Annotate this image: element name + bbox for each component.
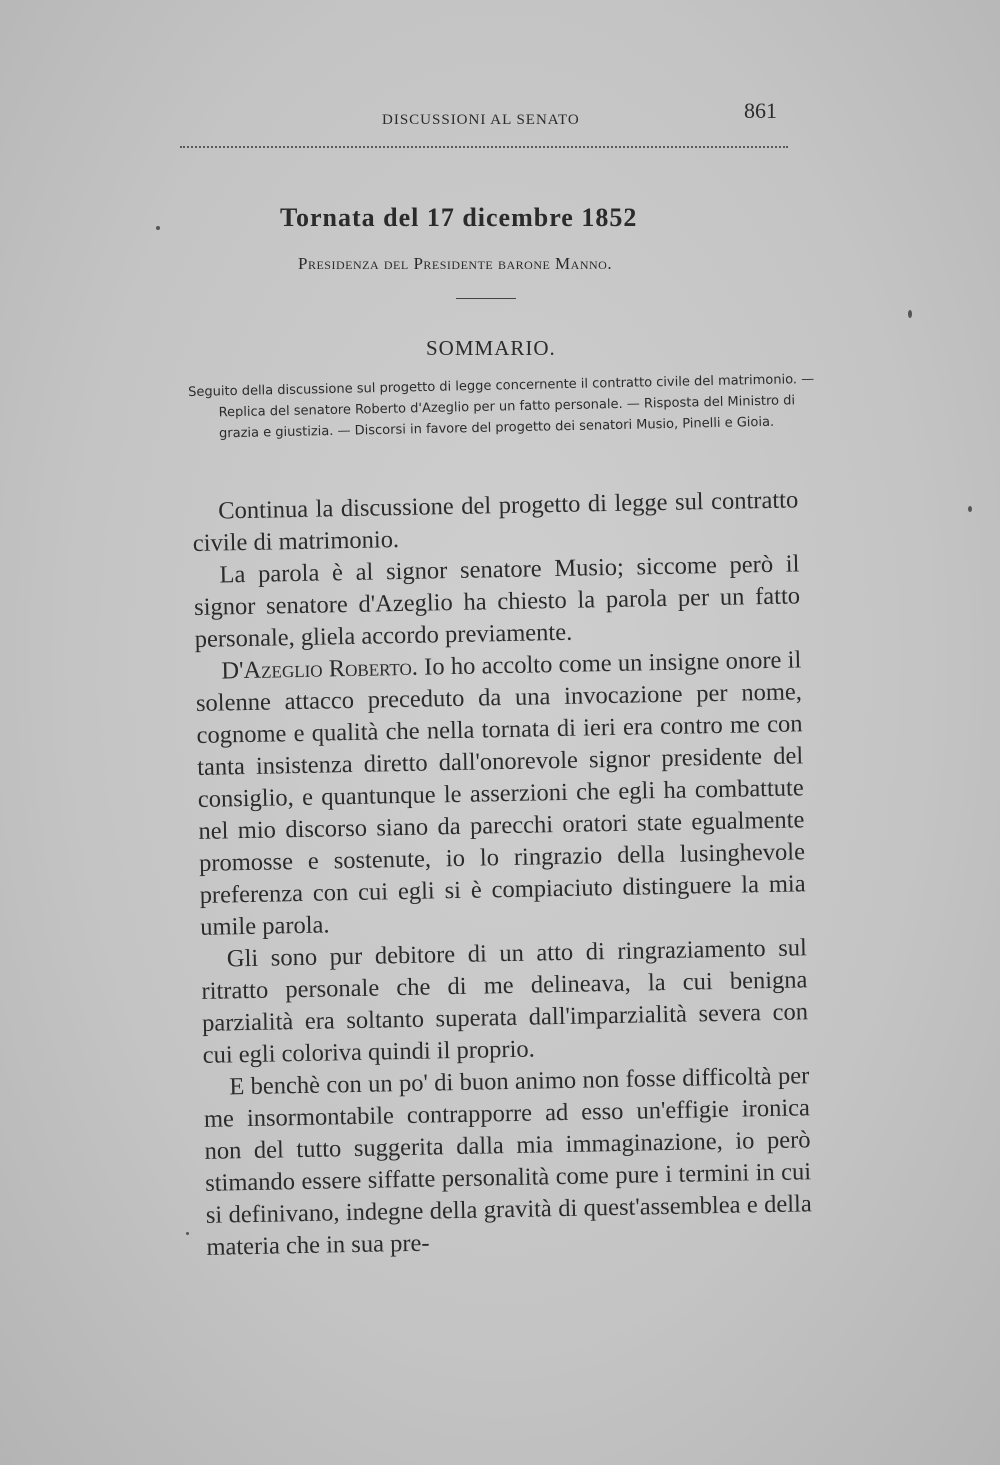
body-text (192, 484, 813, 1263)
paragraph-5: E benchè con un po' di buon animo non fosse difficoltà per me insormontabile contrapporre ad esso un'effigie ironica non del tutto suggerita dalla mia immaginazione, io però stimando essere siffatte personalità come pure i termini in cui si definivano, indegne della gravità di quest'assemblea e della materia che in sua pre- (203, 1062, 812, 1261)
paragraph-3 (195, 644, 806, 944)
ink-speck (156, 226, 160, 230)
session-title: Tornata del 17 dicembre 1852 (280, 203, 638, 232)
ink-speck (968, 506, 972, 512)
speaker-name: D'Azeglio Roberto. (221, 653, 419, 685)
section-divider (456, 298, 516, 299)
running-header: DISCUSSIONI AL SENATO (382, 112, 580, 128)
paragraph-2: La parola è al signor senatore Musio; siccome però il signor senatore d'Azeglio ha chiesto la parola per un fatto personale, gliela accordo previamente. (193, 550, 801, 653)
presidency-line: Presidenza del Presidente barone Manno. (298, 254, 613, 273)
page-number: 861 (744, 98, 777, 123)
paragraph-4: Gli sono pur debitore di un atto di ringraziamento sul ritratto personale che di me delineava, la cui benigna parzialità era soltanto superata dall'imparzialità severa con cui egli coloriva quindi il proprio. (201, 934, 809, 1069)
ink-speck (186, 1232, 189, 1235)
ink-speck (908, 310, 912, 318)
paragraph-1: Continua la discussione del progetto di legge sul contratto civile di matrimonio. (192, 486, 799, 557)
summary-heading: SOMMARIO. (426, 336, 556, 360)
paragraph-3-text: Io ho accolto come un insigne onore il solenne attacco preceduto da una invocazione per nome, cognome e qualità che nella tornata di ieri era contro me con tanta insistenza diretto dall'onorevole signor presidente del consiglio, e quantunque le asserzioni che egli ha combattute nel mio discorso siano da parecchi oratori state egualmente promosse e sostenute, io lo ringrazio della lusinghevole preferenza con cui egli si è compiaciuto distinguere la mia umile parola. (195, 646, 806, 941)
summary-text: Seguito della discussione sul progetto di legge concernente il contratto civile del matrimonio. — Replica del senatore Roberto d'Azeglio per un fatto personale. — Risposta del Ministro di grazia e giustizia. — Discorsi in favore del progetto dei senatori Musio, Pinelli e Gioia. (188, 371, 815, 442)
header-divider (180, 146, 788, 148)
